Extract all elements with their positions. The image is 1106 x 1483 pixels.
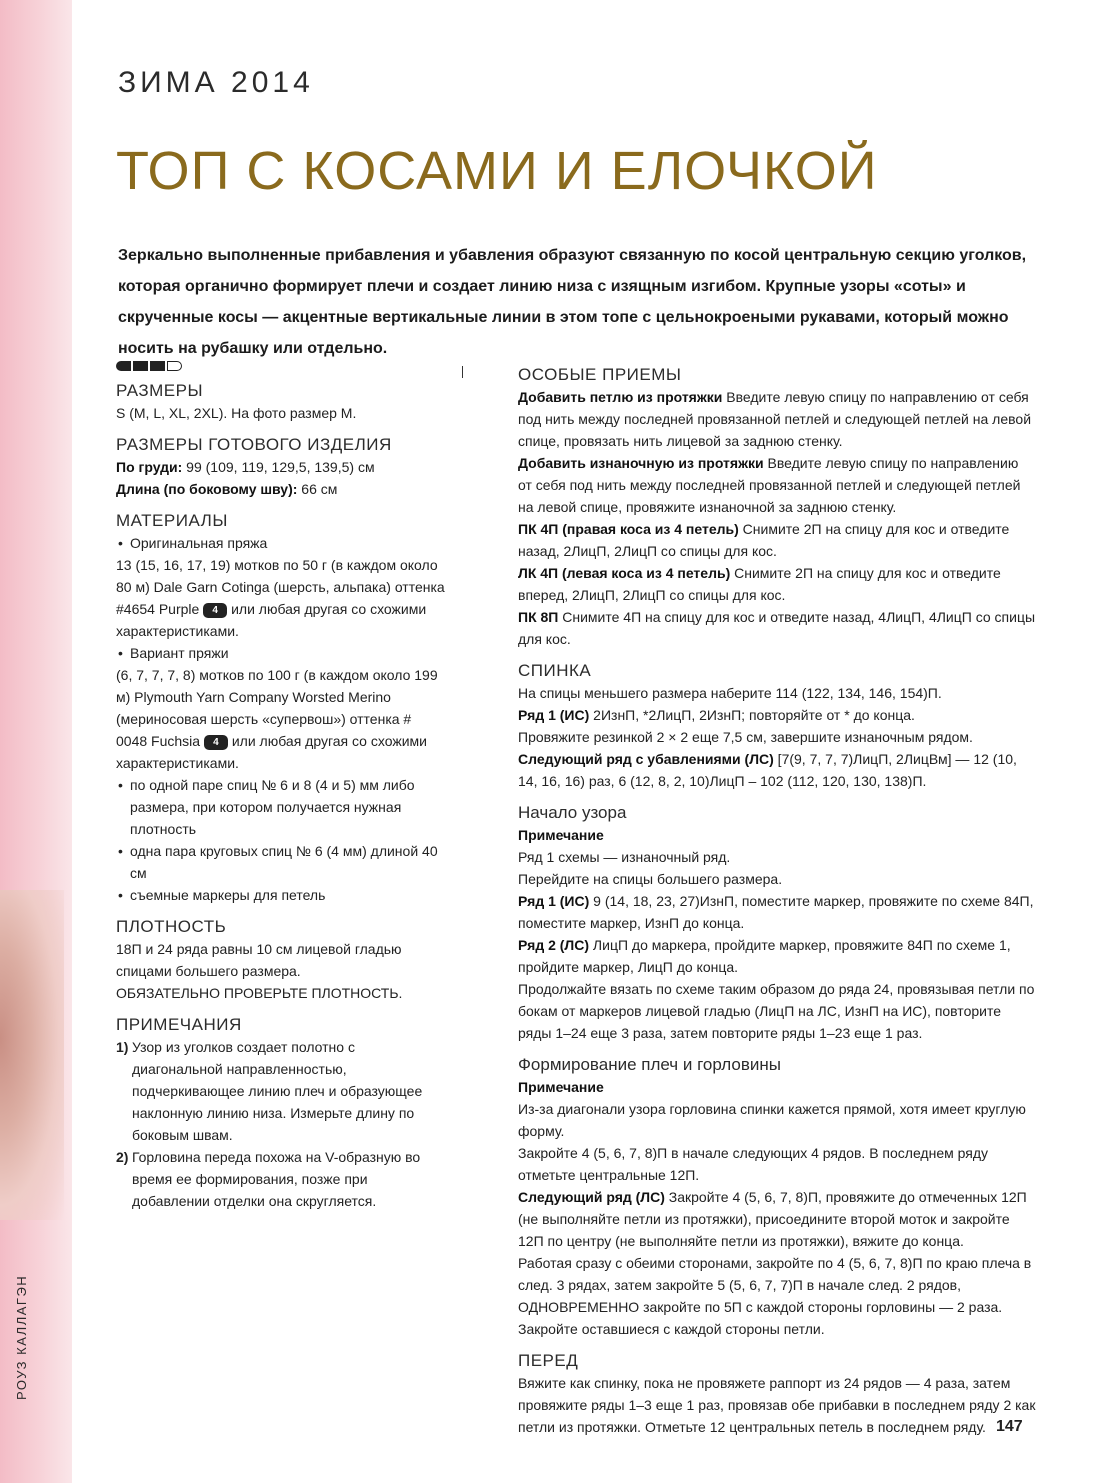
- technique-item: ЛК 4П (левая коса из 4 петель) Снимите 2П на спицу для кос и отведите вперед, 2ЛицП, 2ЛицП со спицы для кос.: [518, 565, 1001, 603]
- shoulders-note: Из-за диагонали узора горловина спинки кажется прямой, хотя имеет круглую форму.: [518, 1101, 1026, 1139]
- materials-section: [116, 510, 446, 906]
- technique-item: Добавить изнаночную из протяжки Введите левую спицу по направлению от себя под нить между последней провязанной петлей и следующей петлей на левой спице, провяжите изнаночной за заднюю стенку.: [518, 455, 1021, 515]
- pattern-row-2: Ряд 2 (ЛС) ЛицП до маркера, пройдите маркер, провяжите 84П по схеме 1, пройдите маркер, ЛицП до конца.: [518, 937, 1011, 975]
- yarn-alternative-title: • Вариант пряжи: [116, 642, 446, 664]
- skill-level-icon: [116, 360, 446, 372]
- front-heading: ПЕРЕД: [518, 1351, 579, 1370]
- tools-item: • съемные маркеры для петель: [116, 884, 446, 906]
- finished-sizes-section: [116, 434, 446, 500]
- technique-item: ПК 4П (правая коса из 4 петель) Снимите 2П на спицу для кос и отведите назад, 2ЛицП, 2ЛицП со спицы для кос.: [518, 521, 1010, 559]
- yarn-original-text: 13 (15, 16, 17, 19) мотков по 50 г (в каждом около 80 м) Dale Garn Cotinga (шерсть, альпака) оттенка #4654 Purple 4 или любая другая со схожими характеристиками.: [116, 557, 445, 639]
- note-item: 2) Горловина переда похожа на V-образную во время ее формирования, позже при добавлении отделки она скругляется.: [116, 1149, 421, 1209]
- technique-item: Добавить петлю из протяжки Введите левую спицу по направлению от себя под нить между последней провязанной петлей и следующей петлей на левой спице, провязать нить лицевой за заднюю стенку.: [518, 389, 1032, 449]
- lead-paragraph: Зеркально выполненные прибавления и убавления образуют связанную по косой центральную секцию уголков, которая органично формирует плечи и создает линию низа с изящным изгибом. Крупные узоры «соты» и скрученные косы — акцентные вертикальные линии в этом топе с цельнокроеными рукавами, который можно носить на рубашку или отдельно.: [118, 247, 1027, 357]
- special-techniques-section: [518, 364, 1036, 650]
- shoulders-section: [518, 1054, 1036, 1340]
- back-ribbing: Провяжите резинкой 2 × 2 еще 7,5 см, завершите изнаночным рядом.: [518, 729, 973, 745]
- shoulders-bind-off: Закройте 4 (5, 6, 7, 8)П в начале следующих 4 рядов. В последнем ряду отметьте центральные 12П.: [518, 1145, 989, 1183]
- notes-heading: ПРИМЕЧАНИЯ: [116, 1015, 242, 1034]
- back-decrease-row: Следующий ряд с убавлениями (ЛС) [7(9, 7, 7, 7)ЛицП, 2ЛицВм] — 12 (10, 14, 16, 16) раз, 6 (12, 8, 2, 10)ЛицП – 102 (112, 120, 130, 138)П.: [518, 751, 1017, 789]
- note-item: 1) Узор из уголков создает полотно с диагональной направленностью, подчеркивающее линию плеч и образующее наклонную линию низа. Измерьте длину по боковым швам.: [116, 1039, 423, 1143]
- pattern-note: Ряд 1 схемы — изнаночный ряд.: [518, 849, 731, 865]
- yarn-weight-icon: 4: [203, 603, 227, 618]
- sizes-heading: РАЗМЕРЫ: [116, 381, 204, 400]
- materials-heading: МАТЕРИАЛЫ: [116, 511, 228, 530]
- technique-item: ПК 8П Снимите 4П на спицу для кос и отведите назад, 4ЛицП, 4ЛицП со спицы для кос.: [518, 609, 1036, 647]
- page-number: 147: [996, 1418, 1023, 1435]
- sizes-text: S (M, L, XL, 2XL). На фото размер M.: [116, 405, 357, 421]
- author-credit: РОУЗ КАЛЛАГЭН: [14, 1274, 29, 1400]
- left-column: [116, 360, 446, 1212]
- pattern-row-1: Ряд 1 (ИС) 9 (14, 18, 23, 27)ИзнП, поместите маркер, провяжите по схеме 84П, поместите маркер, ИзнП до конца.: [518, 893, 1034, 931]
- gauge-text: 18П и 24 ряда равны 10 см лицевой гладью спицами большего размера.: [116, 941, 402, 979]
- back-cast-on: На спицы меньшего размера наберите 114 (122, 134, 146, 154)П.: [518, 685, 942, 701]
- pattern-continue: Продолжайте вязать по схеме таким образом до ряда 24, провязывая петли по бокам от маркеров лицевой гладью (ЛицП на ЛС, ИзнП на ИС), повторите ряды 1–24 еще 3 раза, затем повторите ряды 1–23 еще 1 раз.: [518, 981, 1035, 1041]
- gauge-heading: ПЛОТНОСТЬ: [116, 917, 227, 936]
- special-techniques-heading: ОСОБЫЕ ПРИЕМЫ: [518, 365, 682, 384]
- length-measurement: Длина (по боковому шву): 66 см: [116, 481, 338, 497]
- tools-item: • одна пара круговых спиц № 6 (4 мм) длиной 40 см: [116, 840, 446, 884]
- pink-side-stripe: [0, 0, 72, 1483]
- gauge-section: [116, 916, 446, 1004]
- pattern-start-heading: Начало узора: [518, 803, 627, 822]
- decorative-photo-fragment: [0, 890, 64, 1220]
- finished-sizes-heading: РАЗМЕРЫ ГОТОВОГО ИЗДЕЛИЯ: [116, 435, 392, 454]
- back-section: [518, 660, 1036, 792]
- gauge-check: ОБЯЗАТЕЛЬНО ПРОВЕРЬТЕ ПЛОТНОСТЬ.: [116, 985, 403, 1001]
- shoulders-next-row: Следующий ряд (ЛС) Закройте 4 (5, 6, 7, 8)П, провяжите до отмеченных 12П (не выполняйте петли из протяжки), присоедините второй моток и закройте 12П по центру (не выполняйте петли из протяжки), вяжите до конца.: [518, 1189, 1027, 1249]
- issue-season: ЗИМА 2014: [118, 66, 314, 99]
- back-row-1: Ряд 1 (ИС) 2ИзнП, *2ЛицП, 2ИзнП; повторяйте от * до конца.: [518, 707, 915, 723]
- front-section: [518, 1350, 1036, 1438]
- shoulders-heading: Формирование плеч и горловины: [518, 1055, 781, 1074]
- yarn-alternative-text: (6, 7, 7, 7, 8) мотков по 100 г (в каждом около 199 м) Plymouth Yarn Company Worsted Merino (мериносовая шерсть «супервош») оттенка # 0048 Fuchsia 4 или любая другая со схожими характеристиками.: [116, 667, 438, 771]
- shoulders-both-sides: Работая сразу с обеими сторонами, закройте по 4 (5, 6, 7, 8)П по краю плеча в след. 3 рядах, затем закройте 5 (5, 6, 7, 7)П в начале след. 2 рядов, ОДНОВРЕМЕННО закройте по 5П с каждой стороны горловины — 2 раза. Закройте оставшиеся с каждой стороны петли.: [518, 1255, 1032, 1337]
- chest-measurement: По груди: 99 (109, 119, 129,5, 139,5) см: [116, 459, 375, 475]
- notes-section: [116, 1014, 446, 1212]
- front-text: Вяжите как спинку, пока не провяжете раппорт из 24 рядов — 4 раза, затем провяжите ряды 1–3 еще 1 раз, провязав обе прибавки в последнем ряду 2 как петли из протяжки. Отметьте 12 центральных петель в последнем ряду.: [518, 1375, 1036, 1435]
- pattern-start-section: [518, 802, 1036, 1044]
- pattern-needles: Перейдите на спицы большего размера.: [518, 871, 783, 887]
- pattern-note-label: Примечание: [518, 827, 604, 843]
- right-column: [518, 364, 1036, 1438]
- yarn-original-title: • Оригинальная пряжа: [116, 532, 446, 554]
- sizes-section: [116, 380, 446, 424]
- back-heading: СПИНКА: [518, 661, 592, 680]
- page-title: ТОП С КОСАМИ И ЕЛОЧКОЙ: [116, 141, 878, 201]
- column-divider: [462, 366, 463, 378]
- shoulders-note-label: Примечание: [518, 1079, 604, 1095]
- yarn-weight-icon: 4: [204, 735, 228, 750]
- tools-item: • по одной паре спиц № 6 и 8 (4 и 5) мм либо размера, при котором получается нужная плотность: [116, 774, 446, 840]
